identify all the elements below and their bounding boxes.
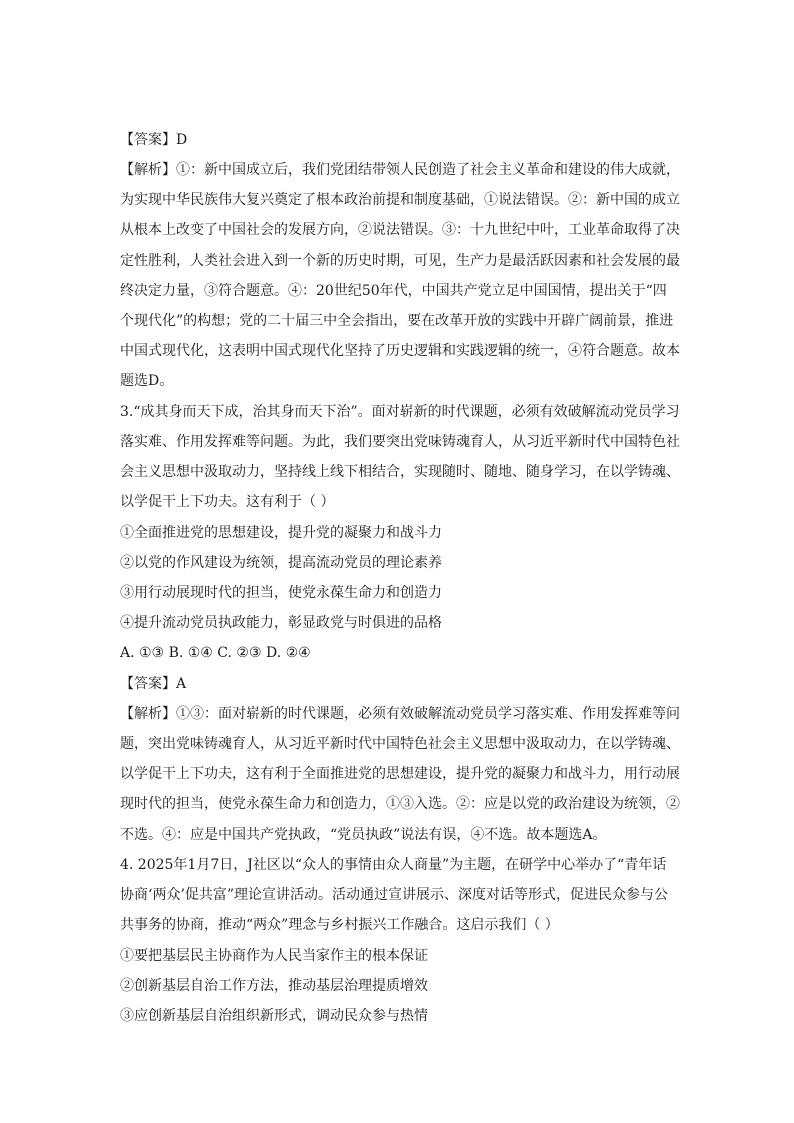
q3-stem-line: 落实难、作用发挥难等问题。为此，我们要突出党味铸魂育人，从习近平新时代中国特色社 <box>120 434 680 450</box>
q3-stem-line: 以学促干上下功夫。这有利于（ ） <box>120 494 335 510</box>
q3-option: ③用行动展现时代的担当，使党永葆生命力和创造力 <box>120 585 442 601</box>
q2-analysis-line: 中国式现代化，这表明中国式现代化坚持了历史逻辑和实践逻辑的统一，④符合题意。故本 <box>120 343 680 359</box>
q3-option: ②以党的作风建设为统领，提高流动党员的理论素养 <box>120 555 442 571</box>
q4-option: ③应创新基层自治组织新形式，调动民众参与热情 <box>120 1008 428 1024</box>
q2-analysis-line: 个现代化”的构想；党的二十届三中全会指出，要在改革开放的实践中开辟广阔前景，推进 <box>120 313 674 329</box>
q3-option: ①全面推进党的思想建设，提升党的凝聚力和战斗力 <box>120 525 442 541</box>
q3-stem-line: 会主义思想中汲取动力，坚持线上线下相结合，实现随时、随地、随身学习，在以学铸魂、 <box>120 464 680 480</box>
q4-option: ②创新基层自治工作方法，推动基层治理提质增效 <box>120 978 428 994</box>
q4-option: ①要把基层民主协商作为人民当家作主的根本保证 <box>120 948 428 964</box>
q3-analysis-line: 不选。④：应是中国共产党执政，“党员执政”说法有误，④不选。故本题选A。 <box>120 827 607 843</box>
q2-answer: 【答案】D <box>120 132 188 148</box>
q3-analysis-line: 现时代的担当，使党永葆生命力和创造力，①③入选。②：应是以党的政治建设为统领，② <box>120 796 680 812</box>
q3-analysis-line: 【解析】①③：面对崭新的时代课题，必须有效破解流动党员学习落实难、作用发挥难等问 <box>120 706 680 722</box>
q3-option: ④提升流动党员执政能力，彰显政党与时俱进的品格 <box>120 615 442 631</box>
q2-analysis-line: 【解析】①：新中国成立后，我们党团结带领人民创造了社会主义革命和建设的伟大成就， <box>120 162 680 178</box>
q2-analysis-line: 为实现中华民族伟大复兴奠定了根本政治前提和制度基础，①说法错误。②：新中国的成立 <box>120 192 680 208</box>
q3-stem-line: 3.“成其身而天下成，治其身而天下治”。面对崭新的时代课题，必须有效破解流动党员学习 <box>120 404 680 420</box>
q2-analysis-line: 终决定力量，③符合题意。④：20世纪50年代，中国共产党立足中国国情，提出关于“四 <box>120 283 667 299</box>
q4-stem-line: 协商‘两众’促共富”理论宣讲活动。活动通过宣讲展示、深度对话等形式，促进民众参与公 <box>120 887 669 903</box>
q2-analysis-line: 定性胜利，人类社会进入到一个新的历史时期，可见，生产力是最活跃因素和社会发展的最 <box>120 253 680 269</box>
q2-analysis-line: 从根本上改变了中国社会的发展方向，②说法错误。③：十九世纪中叶，工业革命取得了决 <box>120 222 680 238</box>
q3-choices: A. ①③ B. ①④ C. ②③ D. ②④ <box>120 645 311 661</box>
q3-answer: 【答案】A <box>120 676 187 692</box>
q4-stem-line: 共事务的协商，推动“两众”理念与乡村振兴工作融合。这启示我们（ ） <box>120 917 559 933</box>
q4-stem-line: 4. 2025年1月7日，J社区以“众人的事情由众人商量”为主题，在研学中心举办了“青年话 <box>120 857 667 873</box>
q3-analysis-line: 以学促干上下功夫，这有利于全面推进党的思想建设，提升党的凝聚力和战斗力，用行动展 <box>120 766 680 782</box>
q2-analysis-line: 题选D。 <box>120 373 174 389</box>
q3-analysis-line: 题，突出党味铸魂育人，从习近平新时代中国特色社会主义思想中汲取动力，在以学铸魂、 <box>120 736 680 752</box>
